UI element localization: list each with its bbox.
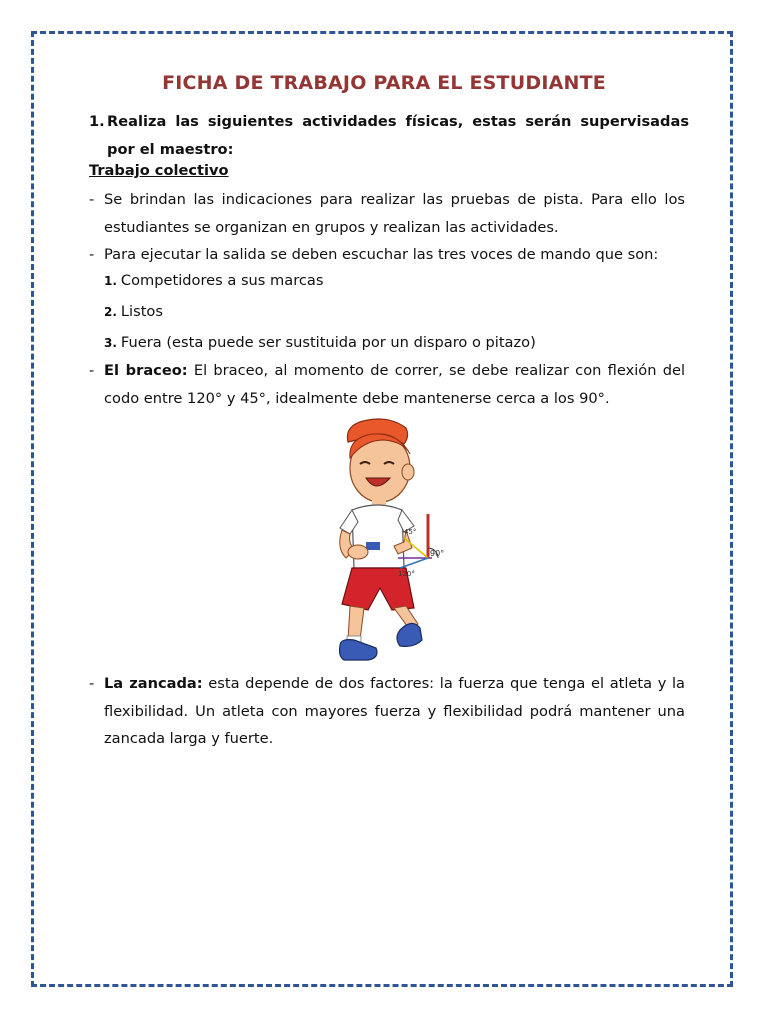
runner-illustration [328, 418, 448, 666]
bullet-text: Para ejecutar la salida se deben escuchar las tres voces de mando que son: [104, 246, 659, 263]
bullet-dash: - [89, 362, 95, 379]
bullet-text [89, 670, 685, 753]
command-text: Fuera (esta puede ser sustituida por un disparo o pitazo) [120, 334, 536, 351]
question-text: Realiza las siguientes actividades físicas, estas serán supervisadas por el maestro: [107, 113, 689, 158]
bullet-dash: - [89, 191, 95, 208]
angle-120-label: 120° [398, 570, 415, 578]
command-item-2 [104, 302, 163, 322]
command-item-3 [104, 333, 536, 353]
command-number: 2. [104, 305, 117, 319]
braceo-text: El braceo, al momento de correr, se debe realizar con flexión del codo entre 120° y 45°, idealmente debe mantenerse cerca a los 90°. [104, 362, 686, 407]
bullet-braceo [89, 357, 685, 412]
worksheet-title: FICHA DE TRABAJO PARA EL ESTUDIANTE [162, 72, 606, 94]
question-number: 1. [89, 113, 105, 130]
bullet-text [89, 357, 685, 412]
braceo-term: El braceo: [104, 362, 188, 379]
command-number: 1. [104, 274, 117, 288]
command-text: Listos [120, 303, 163, 320]
bullet-zancada [89, 670, 685, 753]
angle-90-label: 90° [430, 549, 445, 558]
bullet-commands-intro [89, 241, 685, 269]
bullet-text: Se brindan las indicaciones para realizar las pruebas de pista. Para ello los estudiantes se organizan en grupos y realizan las actividades. [104, 191, 685, 236]
zancada-text: esta depende de dos factores: la fuerza que tenga el atleta y la flexibilidad. Un atleta con mayores fuerza y flexibilidad podrá mantener una zancada larga y fuerte. [104, 675, 686, 747]
question-1 [89, 108, 689, 164]
command-text: Competidores a sus marcas [120, 272, 324, 289]
bullet-dash: - [89, 246, 95, 263]
zancada-term: La zancada: [104, 675, 203, 692]
command-item-1 [104, 271, 323, 291]
angle-45-label: 45° [404, 528, 417, 536]
bullet-instructions [89, 186, 685, 241]
section-subtitle: Trabajo colectivo [89, 162, 229, 179]
bullet-dash: - [89, 675, 95, 692]
command-number: 3. [104, 336, 117, 350]
